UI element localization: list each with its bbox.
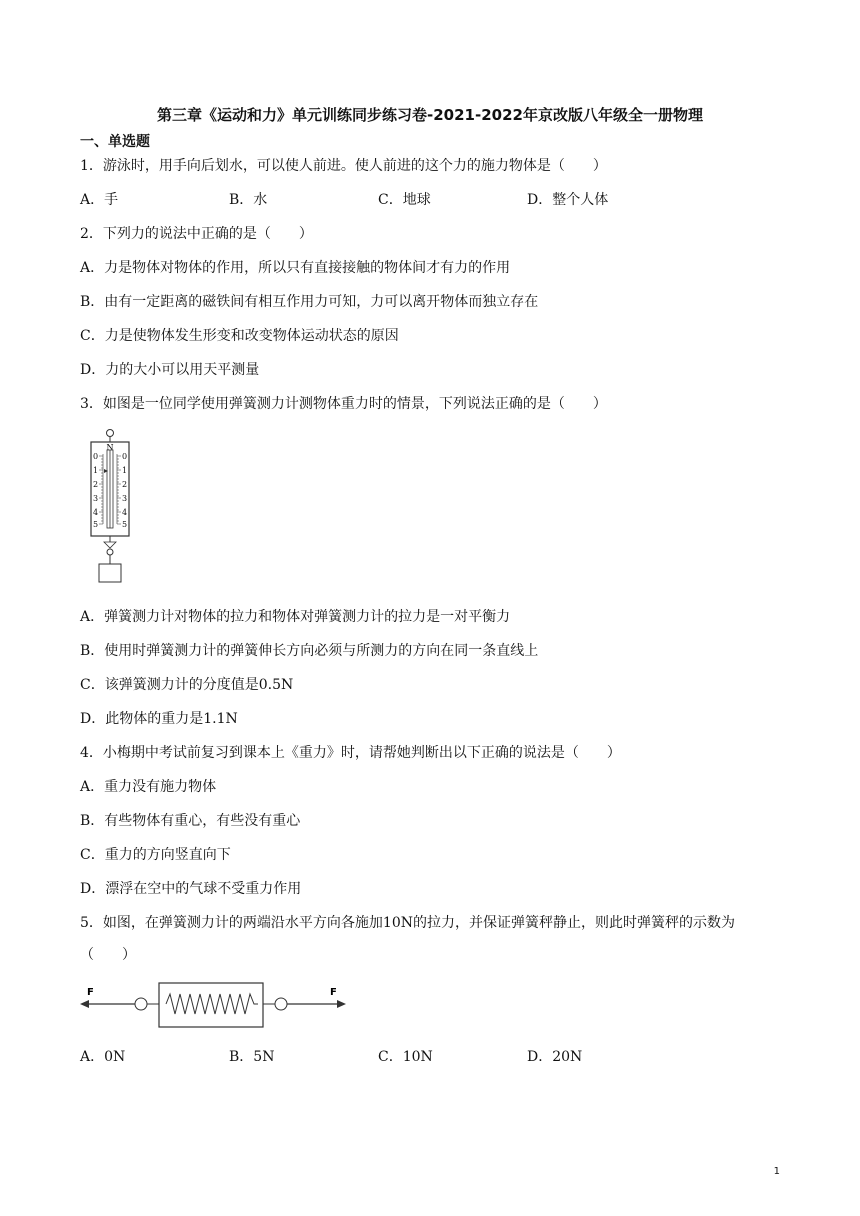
question-1-option-d: D．整个人体: [527, 192, 609, 208]
question-2-option-c: C．力是使物体发生形变和改变物体运动状态的原因: [80, 328, 399, 344]
question-2-option-a: A．力是物体对物体的作用，所以只有直接接触的物体间才有力的作用: [80, 260, 511, 276]
scale-right-3: 3: [122, 494, 128, 503]
question-4-option-d: D．漂浮在空中的气球不受重力作用: [80, 881, 302, 897]
horizontal-spring-figure: [80, 980, 350, 1032]
question-1-option-b: B．水: [229, 192, 268, 208]
spring-scale-figure: [86, 428, 146, 586]
force-right-label: F: [330, 987, 337, 998]
question-3-option-b: B．使用时弹簧测力计的弹簧伸长方向必须与所测力的方向在同一条直线上: [80, 643, 539, 659]
scale-unit-label: N: [106, 443, 114, 452]
question-3-option-d: D．此物体的重力是1.1N: [80, 711, 238, 727]
scale-right-0: 0: [122, 452, 128, 461]
question-5-stem-cont: （ ）: [80, 947, 136, 963]
scale-right-5: 5: [122, 520, 128, 529]
question-3-option-a: A．弹簧测力计对物体的拉力和物体对弹簧测力计的拉力是一对平衡力: [80, 609, 511, 625]
scale-right-1: 1: [122, 466, 128, 475]
scale-left-2: 2: [93, 480, 99, 489]
scale-left-1: 1: [93, 466, 99, 475]
document-title: 第三章《运动和力》单元训练同步练习卷-2021-2022年京改版八年级全一册物理: [157, 106, 703, 124]
question-1-option-c: C．地球: [378, 192, 431, 208]
scale-left-4: 4: [93, 508, 99, 517]
question-2-option-d: D．力的大小可以用天平测量: [80, 362, 260, 378]
question-5-option-c: C．10N: [378, 1049, 433, 1065]
scale-right-4: 4: [122, 508, 128, 517]
scale-left-3: 3: [93, 494, 99, 503]
page-number: 1: [773, 1166, 780, 1177]
question-3-option-c: C．该弹簧测力计的分度值是0.5N: [80, 677, 294, 693]
question-1-stem: 1．游泳时，用手向后划水，可以使人前进。使人前进的这个力的施力物体是（ ）: [80, 158, 607, 174]
question-2-stem: 2．下列力的说法中正确的是（ ）: [80, 226, 313, 242]
scale-right-2: 2: [122, 480, 128, 489]
question-5-option-a: A．0N: [80, 1049, 126, 1065]
section-heading: 一、单选题: [80, 134, 150, 150]
question-5-option-b: B．5N: [229, 1049, 275, 1065]
force-left-label: F: [87, 987, 94, 998]
question-4-option-b: B．有些物体有重心，有些没有重心: [80, 813, 301, 829]
question-3-stem: 3．如图是一位同学使用弹簧测力计测物体重力时的情景，下列说法正确的是（ ）: [80, 396, 607, 412]
question-5-stem: 5．如图，在弹簧测力计的两端沿水平方向各施加10N的拉力，并保证弹簧秤静止，则此时弹簧秤的示数为: [80, 915, 735, 931]
question-4-stem: 4．小梅期中考试前复习到课本上《重力》时，请帮她判断出以下正确的说法是（ ）: [80, 745, 621, 761]
scale-left-5: 5: [93, 520, 99, 529]
question-1-option-a: A．手: [80, 192, 119, 208]
question-2-option-b: B．由有一定距离的磁铁间有相互作用力可知，力可以离开物体而独立存在: [80, 294, 539, 310]
question-4-option-c: C．重力的方向竖直向下: [80, 847, 231, 863]
scale-left-0: 0: [93, 452, 99, 461]
question-4-option-a: A．重力没有施力物体: [80, 779, 217, 795]
question-5-option-d: D．20N: [527, 1049, 583, 1065]
